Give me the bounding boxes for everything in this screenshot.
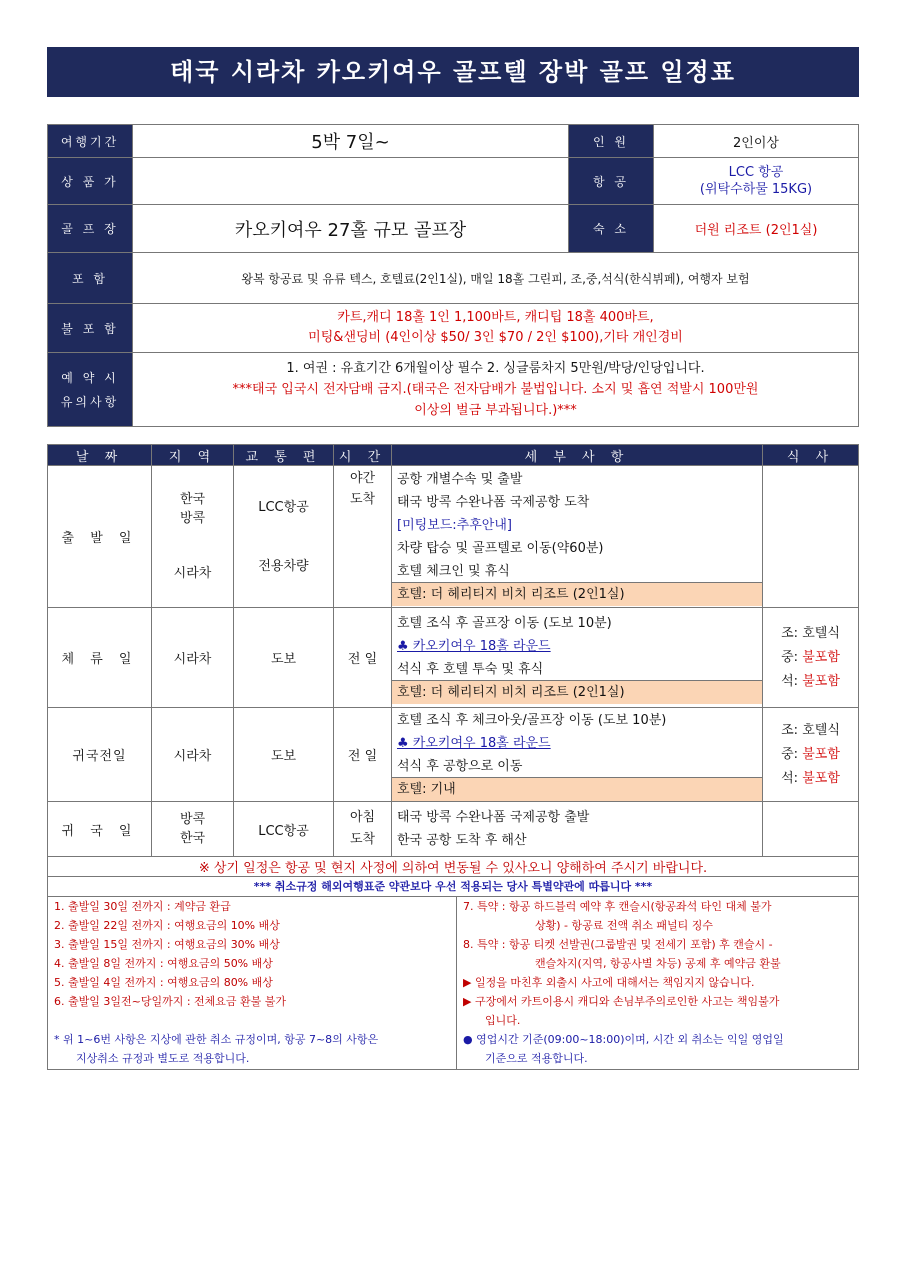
page-title: 태국 시라차 카오키여우 골프텔 장박 골프 일정표: [47, 47, 859, 97]
header-transport: 교 통 편: [234, 445, 334, 466]
transport-line: 전용차량: [258, 558, 309, 574]
meals-cell: [763, 708, 859, 802]
meal-label: 조:: [781, 722, 799, 738]
transport-line: 도보: [234, 708, 334, 802]
notes-line-1: 1. 여권 : 유효기간 6개월이상 필수 2. 싱글룸차지 5만원/박당/인당입니다.: [286, 361, 705, 376]
policy-item: 입니다.: [485, 1014, 521, 1027]
hotel-line: 호텔: 더 헤리티지 비치 리조트 (2인1실): [392, 681, 762, 704]
policy-note: 지상취소 규정과 별도로 적용합니다.: [76, 1052, 250, 1065]
detail-line: 차량 탑승 및 골프텔로 이동(약60분): [397, 540, 604, 556]
meals-cell: [763, 608, 859, 708]
stay-label: 숙 소: [569, 205, 654, 253]
meals-cell: [763, 802, 859, 857]
header-region: 지 역: [152, 445, 234, 466]
meal-value: 불포함: [802, 770, 840, 786]
golf-label: 골 프 장: [48, 205, 133, 253]
meal-value: 불포함: [802, 673, 840, 689]
region-line: 시라차: [152, 608, 234, 708]
policy-item: 4. 출발일 8일 전까지 : 여행요금의 50% 배상: [54, 957, 273, 970]
include-label: 포 함: [48, 253, 133, 304]
policy-item: 2. 출발일 22일 전까지 : 여행요금의 10% 배상: [54, 919, 280, 932]
policy-item: ● 영업시간 기준(09:00~18:00)이며, 시간 외 취소는 익일 영업일: [463, 1033, 784, 1046]
cancellation-policy: [47, 896, 859, 1070]
region-line: 방콕: [179, 812, 206, 827]
detail-line: 공항 개별수속 및 출발: [397, 471, 523, 487]
meal-label: 석:: [781, 770, 799, 786]
day-label: 체 류 일: [48, 608, 152, 708]
hotel-line: 호텔: 더 헤리티지 비치 리조트 (2인1실): [392, 583, 762, 606]
day-label: 귀 국 일: [48, 802, 152, 857]
notes-line-3: 이상의 벌금 부과됩니다.)***: [414, 403, 577, 418]
region-line: 방콕: [179, 511, 206, 526]
schedule-table: [47, 444, 859, 877]
meal-label: 중:: [781, 746, 799, 762]
detail-line: 한국 공항 도착 후 해산: [397, 833, 527, 848]
stay-value: 더원 리조트 (2인1실): [654, 205, 859, 253]
transport-line: LCC항공: [258, 499, 309, 515]
policy-item: 5. 출발일 4일 전까지 : 여행요금의 80% 배상: [54, 976, 273, 989]
detail-line: 호텔 조식 후 골프장 이동 (도보 10분): [397, 615, 612, 631]
time-line: 야간: [349, 471, 376, 486]
airline-baggage: (위탁수하물 15KG): [699, 182, 813, 197]
policy-item: ▶ 구장에서 카트이용시 캐디와 손님부주의로인한 사고는 책임불가: [463, 995, 780, 1008]
schedule-row-day3: [48, 708, 859, 802]
notes-label-1: 예 약 시: [61, 370, 119, 385]
day-label: 출 발 일: [48, 466, 152, 608]
price-label: 상 품 가: [48, 158, 133, 205]
meal-value: 호텔식: [802, 625, 840, 641]
notes-line-2: ***태국 입국시 전자담배 금지.(태국은 전자담배가 불법입니다. 소지 및 흡연 적발시 100만원: [232, 382, 759, 397]
header-meals: 식 사: [763, 445, 859, 466]
region-line: 한국: [179, 831, 206, 846]
time-line: 전 일: [334, 608, 392, 708]
time-line: 아침: [349, 810, 376, 825]
meal-label: 석:: [781, 673, 799, 689]
detail-line: 태국 방콕 수완나폼 국제공항 출발: [397, 810, 590, 825]
golf-round-link[interactable]: ♣ 카오키여우 18홀 라운드: [397, 638, 551, 654]
detail-line: 호텔 조식 후 체크아웃/골프장 이동 (도보 10분): [397, 712, 667, 728]
meals-cell: [763, 466, 859, 608]
exclude-line-2: 미팅&샌딩비 (4인이상 $50/ 3인 $70 / 2인 $100),기타 개인경비: [308, 330, 683, 345]
detail-line: 태국 방콕 수완나폼 국제공항 도착: [397, 494, 590, 510]
period-label: 여행기간: [48, 125, 133, 158]
policy-item: 7. 특약 : 항공 하드블럭 예약 후 캔슬시(항공좌석 타인 대체 불가: [463, 900, 772, 913]
region-line: 시라차: [173, 566, 212, 581]
period-value: 5박 7일~: [133, 125, 569, 158]
policy-item: 캔슬차지(지역, 항공사별 차등) 공제 후 예약금 환불: [535, 957, 781, 970]
policy-item: 기준으로 적용합니다.: [485, 1052, 588, 1065]
exclude-label: 불 포 함: [48, 304, 133, 353]
meal-value: 불포함: [802, 746, 840, 762]
transport-line: 도보: [234, 608, 334, 708]
people-value: 2인이상: [654, 125, 859, 158]
policy-item: ▶ 일정을 마친후 외출시 사고에 대해서는 책임지지 않습니다.: [463, 976, 755, 989]
meal-label: 조:: [781, 625, 799, 641]
time-line: 도착: [349, 832, 376, 847]
meal-value: 호텔식: [802, 722, 840, 738]
notes-label-2: 유의사항: [60, 394, 120, 409]
region-line: 한국: [179, 492, 206, 507]
schedule-row-day1: [48, 466, 859, 608]
region-line: 시라차: [152, 708, 234, 802]
day-label: 귀국전일: [48, 708, 152, 802]
policy-item: 3. 출발일 15일 전까지 : 여행요금의 30% 배상: [54, 938, 280, 951]
exclude-line-1: 카트,캐디 18홀 1인 1,100바트, 캐디팁 18홀 400바트,: [337, 310, 654, 325]
schedule-notice: ※ 상기 일정은 항공 및 현지 사정에 의하여 변동될 수 있사오니 양해하여 주시기 바랍니다.: [48, 857, 859, 877]
policy-note: * 위 1~6번 사항은 지상에 관한 취소 규정이며, 항공 7~8의 사항은: [54, 1033, 379, 1046]
schedule-row-day4: [48, 802, 859, 857]
time-line: 전 일: [334, 708, 392, 802]
policy-item: 1. 출발일 30일 전까지 : 계약금 환급: [54, 900, 231, 913]
meal-value: 불포함: [802, 649, 840, 665]
airline-value: LCC 항공: [728, 165, 784, 180]
hotel-line: 호텔: 기내: [392, 778, 762, 801]
header-time: 시 간: [334, 445, 392, 466]
meal-label: 중:: [781, 649, 799, 665]
header-date: 날 짜: [48, 445, 152, 466]
golf-value: 카오키여우 27홀 규모 골프장: [133, 205, 569, 253]
golf-round-link[interactable]: ♣ 카오키여우 18홀 라운드: [397, 735, 551, 751]
price-value: [133, 158, 569, 205]
schedule-row-day2: [48, 608, 859, 708]
header-details: 세 부 사 항: [392, 445, 763, 466]
time-line: 도착: [349, 492, 376, 507]
detail-line: 석식 후 호텔 투숙 및 휴식: [392, 658, 762, 681]
policy-item: 상황) - 항공료 전액 취소 패널티 징수: [535, 919, 714, 932]
detail-line: 석식 후 공항으로 이동: [392, 755, 762, 778]
cancellation-policy-title: *** 취소규정 해외여행표준 약관보다 우선 적용되는 당사 특별약관에 따릅니다 ***: [47, 876, 859, 896]
policy-item: 8. 특약 : 항공 티켓 선발권(그룹발권 및 전세기 포함) 후 캔슬시 -: [463, 938, 773, 951]
meeting-board-note: [미팅보드:추후안내]: [397, 517, 512, 533]
policy-item: 6. 출발일 3일전~당일까지 : 전체요금 환불 불가: [54, 995, 287, 1008]
transport-line: LCC항공: [234, 802, 334, 857]
airline-label: 항 공: [569, 158, 654, 205]
trip-info-table: [47, 124, 859, 427]
detail-line: 호텔 체크인 및 휴식: [392, 560, 762, 583]
include-value: 왕복 항공료 및 유류 텍스, 호텔료(2인1실), 매일 18홀 그린피, 조,중,석식(한식뷔페), 여행자 보험: [133, 253, 859, 304]
people-label: 인 원: [569, 125, 654, 158]
